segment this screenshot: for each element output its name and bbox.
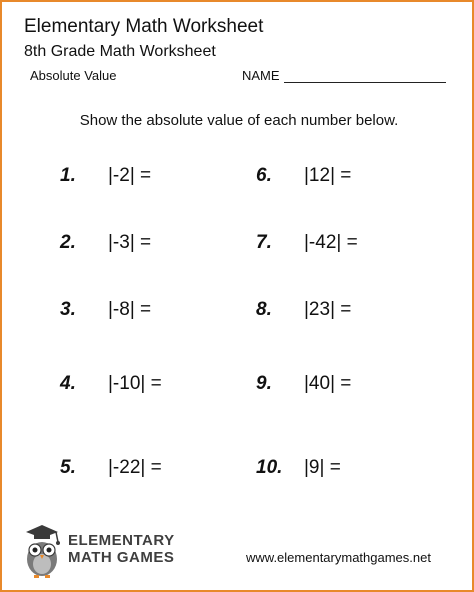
name-line — [284, 82, 446, 83]
problem-expression: |-3| = — [108, 232, 152, 253]
problem-expression: |23| = — [304, 299, 352, 320]
instructions: Show the absolute value of each number below. — [79, 112, 399, 129]
problem-expression: |12| = — [304, 165, 352, 186]
name-label: NAME — [242, 68, 280, 83]
problem-number: 8. — [256, 299, 272, 320]
problem-expression: |-42| = — [304, 232, 358, 253]
problem-number: 3. — [60, 299, 76, 320]
owl-mascot-icon — [20, 522, 64, 580]
problem-number: 4. — [60, 373, 76, 394]
problem-number: 6. — [256, 165, 272, 186]
problem-expression: |40| = — [304, 373, 352, 394]
problem-expression: |9| = — [304, 457, 341, 478]
worksheet-title: Elementary Math Worksheet — [24, 16, 264, 37]
problem-number: 5. — [60, 457, 76, 478]
logo-wordmark — [68, 532, 175, 566]
problem-number: 10. — [256, 457, 283, 478]
logo-line-2: MATH GAMES — [68, 549, 175, 566]
problem-expression: |-2| = — [108, 165, 152, 186]
logo-line-1: ELEMENTARY — [68, 532, 175, 549]
problem-number: 9. — [256, 373, 272, 394]
problem-expression: |-8| = — [108, 299, 152, 320]
problem-expression: |-22| = — [108, 457, 162, 478]
problem-number: 1. — [60, 165, 76, 186]
elementary-math-games-logo — [20, 522, 180, 582]
worksheet-subtitle: 8th Grade Math Worksheet — [24, 43, 216, 60]
problem-number: 7. — [256, 232, 272, 253]
website-url: www.elementarymathgames.net — [246, 550, 431, 565]
problem-number: 2. — [60, 232, 76, 253]
problem-expression: |-10| = — [108, 373, 162, 394]
worksheet-topic: Absolute Value — [30, 68, 117, 83]
